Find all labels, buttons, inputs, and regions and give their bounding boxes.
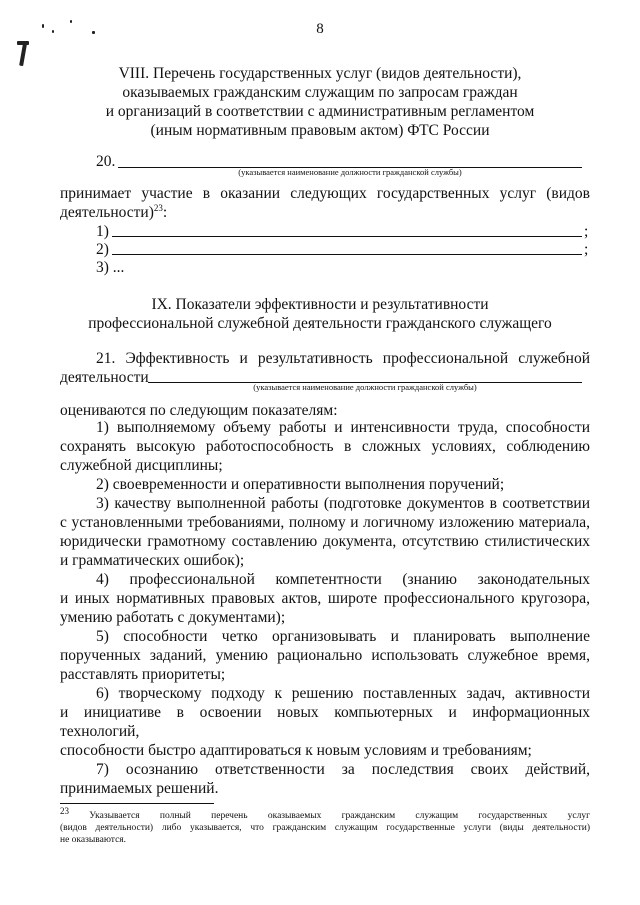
list-item-1-label: 1) (96, 223, 109, 240)
item-21-text-line1: 21. Эффективность и результативность профессиональной служебной (96, 350, 590, 367)
indicator-5-line2: порученных заданий, умению рационально использовать служебное время, (60, 647, 590, 664)
indicator-6-line1: 6) творческому подходу к решению поставленных задач, активности (96, 685, 590, 702)
indicator-6-line3: способности быстро адаптироваться к новым условиям и требованиям; (60, 742, 532, 759)
indicator-1-line1: 1) выполняемому объему работы и интенсивности труда, способности (96, 419, 590, 436)
list-item-3: 3) ... (96, 259, 125, 276)
indicator-5-line3: расставлять приоритеты; (60, 666, 226, 683)
position-caption: (указывается наименование должности гражданской службы) (238, 167, 462, 177)
list-item-2-line (112, 254, 582, 255)
position-caption-2: (указывается наименование должности гражданской службы) (253, 382, 477, 392)
indicator-6-line2: и инициативе в освоении новых компьютерных и информационных технологий, (60, 704, 590, 740)
indicator-list (60, 418, 590, 798)
indicator-2-line1: 2) своевременности и оперативности выполнения поручений; (96, 476, 505, 493)
footnote (60, 805, 591, 846)
indicator-1-line3: служебной дисциплины; (60, 457, 223, 474)
indicator-4-line2: и иных нормативных правовых актов, широте профессионального кругозора, (60, 590, 590, 607)
item-20-number: 20. (96, 153, 116, 170)
indicator-3-line4: и грамматических ошибок); (60, 552, 245, 569)
indicators-intro: оцениваются по следующим показателям: (60, 402, 338, 419)
participation-text-line1: принимает участие в оказании следующих государственных услуг (видов (60, 185, 590, 202)
footnote-line3: не оказываются. (60, 835, 127, 845)
indicator-5-line1: 5) способности четко организовывать и планировать выполнение (96, 628, 590, 645)
indicator-3-line3: юридически грамотному составлению документа, отсутствию стилистических (60, 533, 590, 550)
indicator-7-line1: 7) осознанию ответственности за последствия своих действий, (96, 761, 590, 778)
participation-text-line2: деятельности)$^{23}$: (60, 202, 168, 221)
indicator-3-line1: 3) качеству выполненной работы (подготовке документов в соответствии (96, 495, 590, 512)
indicator-3-line2: с установленными требованиями, полному и логичному изложению материала, (60, 514, 590, 531)
section-8-title: VIII. Перечень государственных услуг (видов деятельности), оказываемых гражданским служащим по запросам граждан и организаций в соответствии с административным регламентом (иным нормативным правовым актом) ФТС России (105, 65, 535, 139)
indicator-1-line2: сохранять высокую работоспособность в сложных условиях, соблюдению (60, 438, 590, 455)
indicator-7-line2: принимаемых решений. (60, 780, 219, 797)
list-item-1-end: ; (584, 223, 589, 240)
indicator-4-line3: умению работать с документами); (60, 609, 286, 626)
footnote-line2: (видов деятельности) либо указывается, что гражданским служащим государственные услуги (виды деятельности) (60, 823, 590, 833)
footnote-separator (60, 803, 214, 804)
section-9-title: IX. Показатели эффективности и результативности профессиональной служебной деятельности гражданского служащего (88, 296, 552, 332)
list-item-2-end: ; (584, 241, 589, 258)
indicator-4-line1: 4) профессиональной компетентности (знанию законодательных (96, 571, 590, 588)
item-21-text-line2: деятельности (60, 369, 149, 386)
list-item-2-label: 2) (96, 241, 109, 258)
page-number: 8 (316, 21, 324, 37)
footnote-line1: $^{23}$ Указывается полный перечень оказываемых гражданским служащим государственных услуг (60, 805, 591, 821)
list-item-1-line (112, 236, 582, 237)
